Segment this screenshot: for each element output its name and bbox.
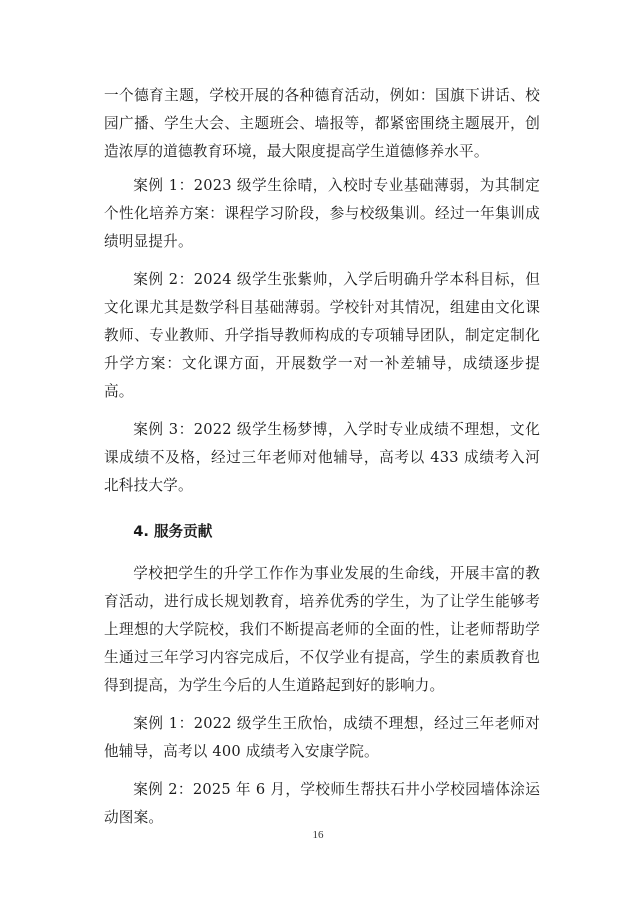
paragraph-case-1-wang-xinyi: 案例 1：2022 级学生王欣怡，成绩不理想，经过三年老师对他辅导，高考以 400 成绩考入安康学院。 bbox=[104, 715, 540, 760]
paragraph-case-1-xu-qing: 案例 1：2023 级学生徐晴，入校时专业基础薄弱，为其制定个性化培养方案：课程学习阶段，参与校级集训。经过一年集训成绩明显提升。 bbox=[104, 177, 540, 250]
paragraph-case-2-zhang-zishuai: 案例 2：2024 级学生张紫帅，入学后明确升学本科目标，但文化课尤其是数学科目基础薄弱。学校针对其情况，组建由文化课教师、专业教师、升学指导教师构成的专项辅导团队，制定定制化升学方案：文化课方面，开展数学一对一补差辅导，成绩逐步提高。 bbox=[104, 271, 540, 400]
paragraph-case-2-shijing-school: 案例 2：2025 年 6 月，学校师生帮扶石井小学校园墙体涂运动图案。 bbox=[104, 781, 540, 826]
paragraph-case-3-yang-mengbo: 案例 3：2022 级学生杨梦博，入学时专业成绩不理想，文化课成绩不及格，经过三年老师对他辅导，高考以 433 成绩考入河北科技大学。 bbox=[104, 421, 540, 494]
paragraph-service-contribution-intro: 学校把学生的升学工作作为事业发展的生命线，开展丰富的教育活动，进行成长规划教育，培养优秀的学生，为了让学生能够考上理想的大学院校，我们不断提高老师的全面的性，让老师帮助学生通过三年学习内容完成后，不仅学业有提高，学生的素质教育也得到提高，为学生今后的人生道路起到好的影响力。 bbox=[104, 565, 540, 694]
section-heading-service-contribution: 4. 服务贡献 bbox=[133, 523, 213, 540]
page-content bbox=[104, 82, 540, 832]
page-number: 16 bbox=[312, 829, 324, 841]
paragraph-moral-education-continuation: 一个德育主题，学校开展的各种德育活动，例如：国旗下讲话、校园广播、学生大会、主题班会、墙报等，都紧密围绕主题展开，创造浓厚的道德教育环境，最大限度提高学生道德修养水平。 bbox=[104, 87, 540, 160]
